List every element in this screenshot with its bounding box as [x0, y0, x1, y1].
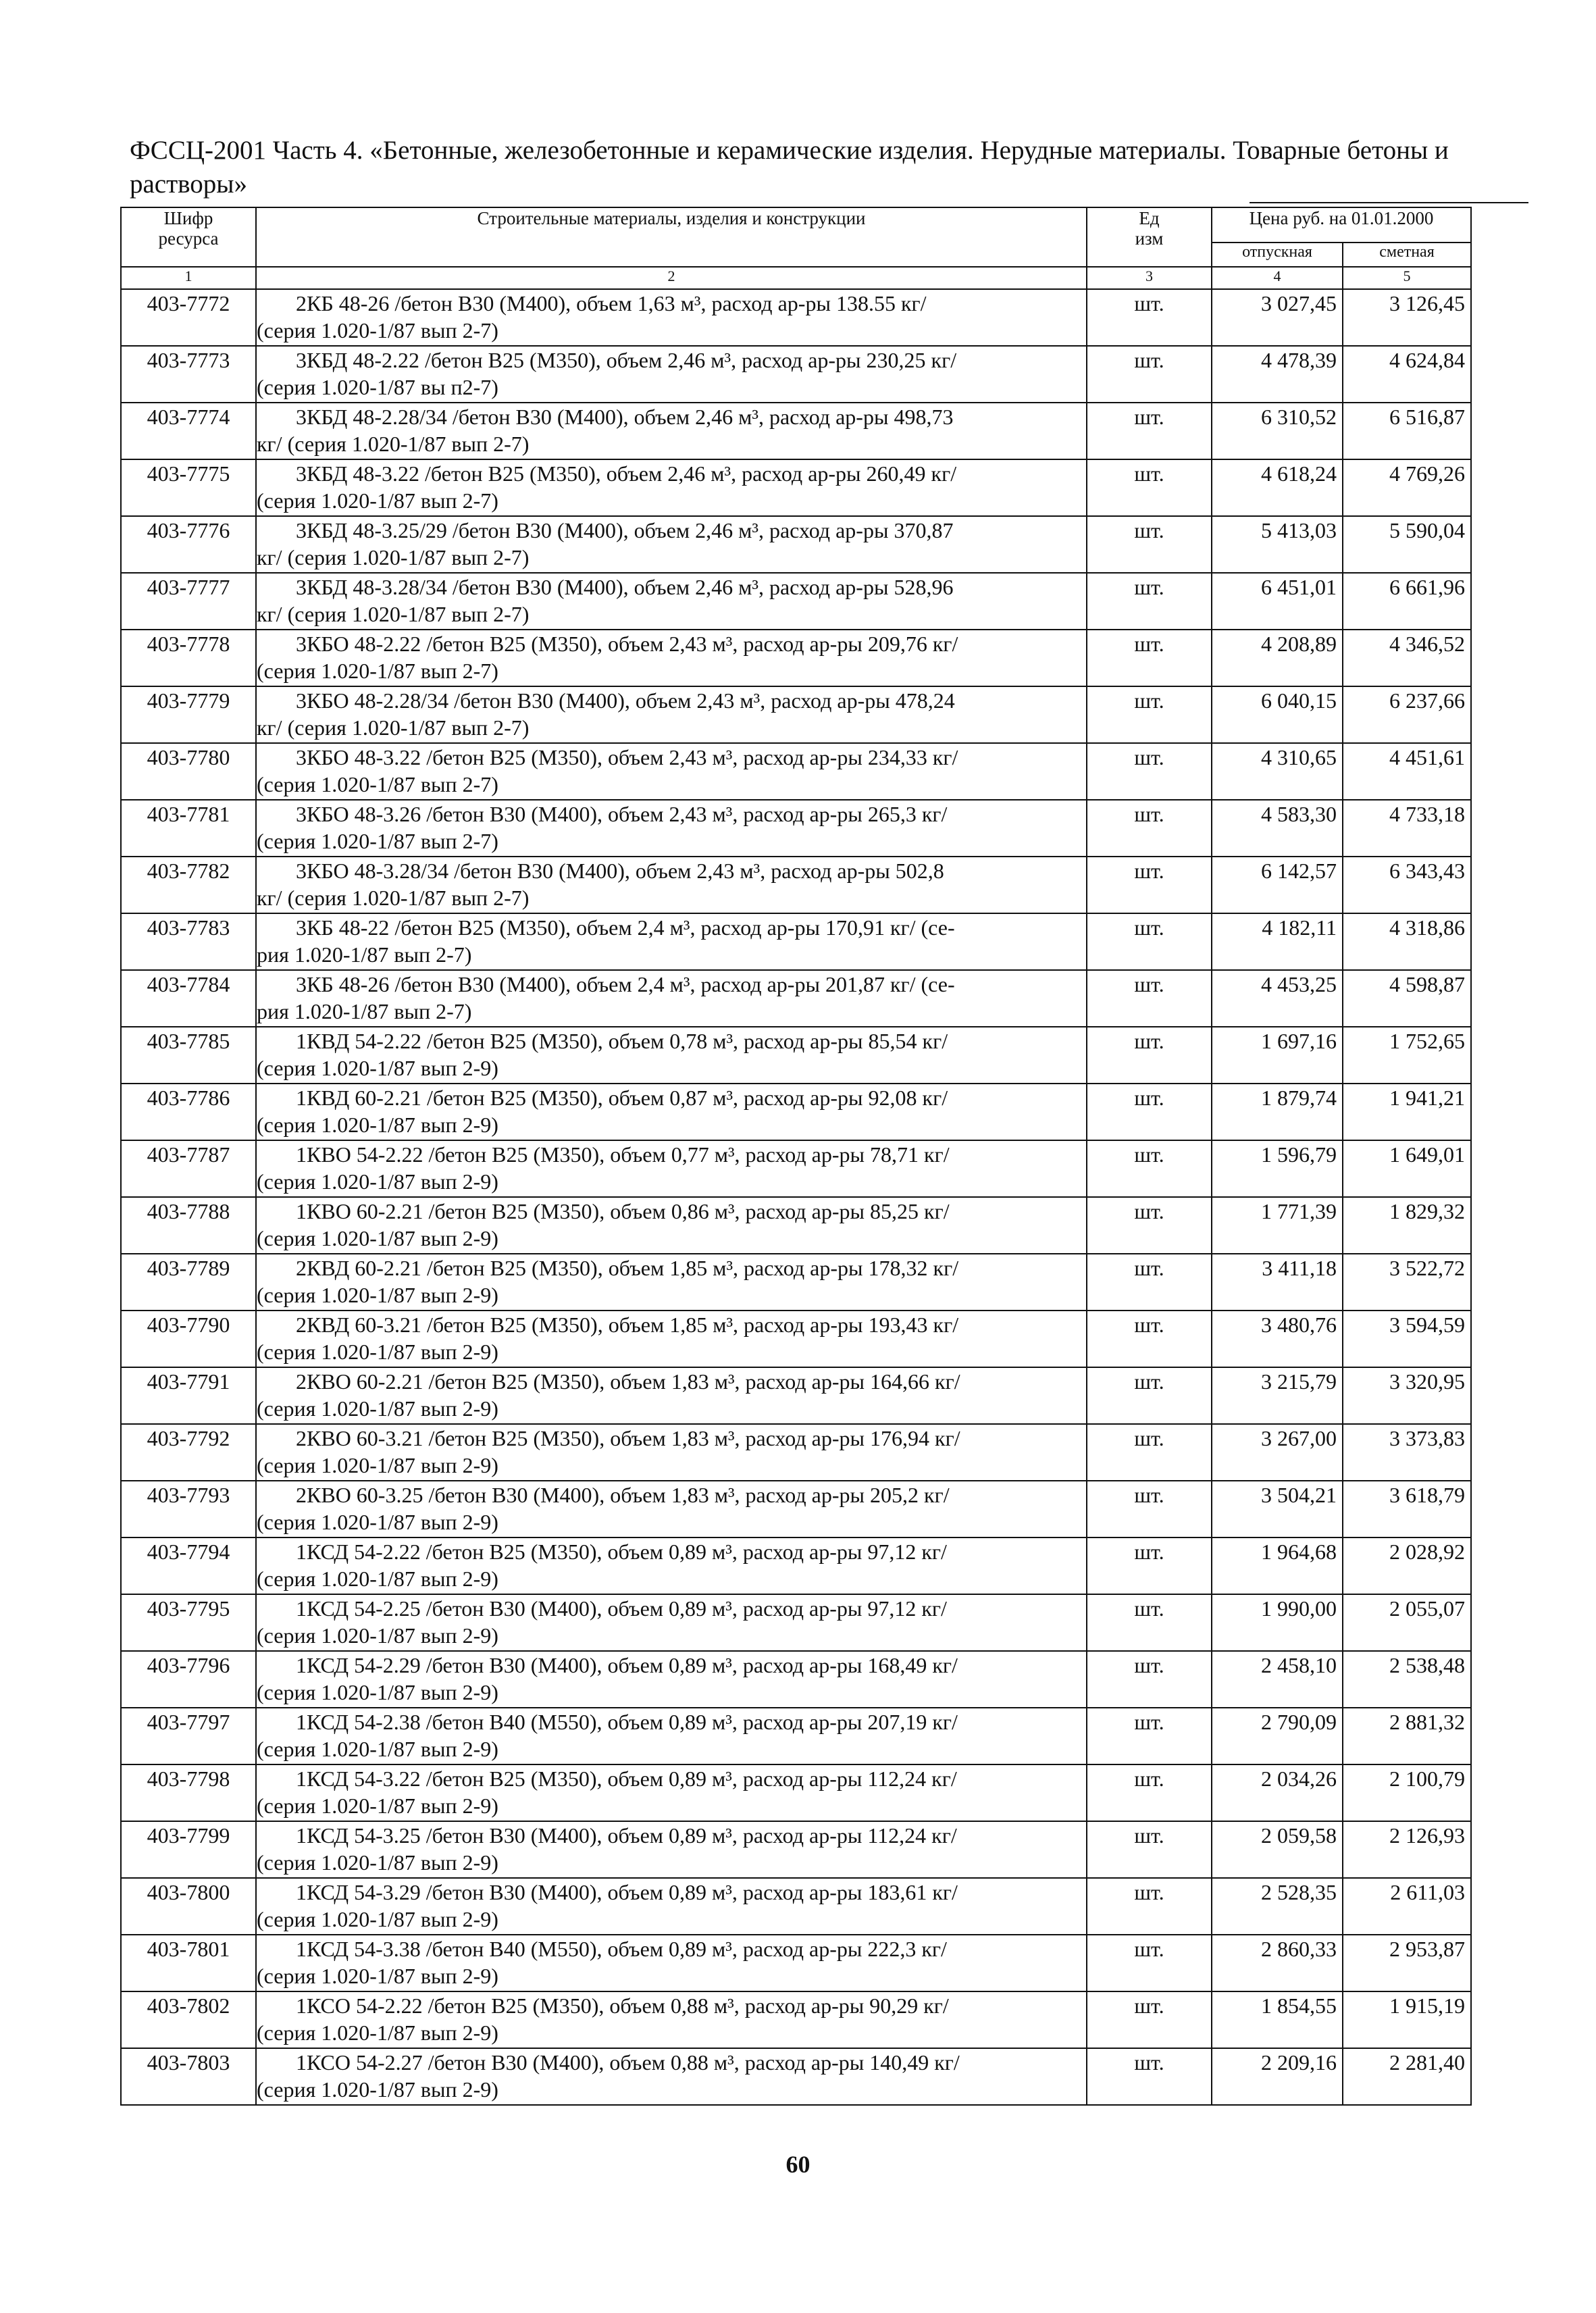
- cell-unit: шт.: [1087, 1084, 1212, 1140]
- cell-name: [256, 1708, 1087, 1764]
- cell-name: [256, 403, 1087, 459]
- cell-price-estimate: 6 343,43: [1343, 857, 1471, 913]
- header-code-line2: ресурса: [158, 228, 219, 249]
- cell-code: 403-7788: [121, 1197, 256, 1254]
- cell-name-line1: 1КСД 54-2.38 /бетон В40 (М550), объем 0,89 м³, расход ар-ры 207,19 кг/: [296, 1710, 958, 1734]
- cell-name: [256, 1027, 1087, 1084]
- cell-unit: шт.: [1087, 743, 1212, 800]
- cell-unit: шт.: [1087, 1197, 1212, 1254]
- cell-name-line2: (серия 1.020-1/87 вып 2-9): [257, 1680, 498, 1704]
- header-price-release: отпускная: [1212, 243, 1343, 267]
- header-name: Строительные материалы, изделия и конструкции: [256, 207, 1087, 267]
- cell-code: 403-7782: [121, 857, 256, 913]
- column-number: 2: [256, 267, 1087, 289]
- cell-unit: шт.: [1087, 970, 1212, 1027]
- table-row: [121, 1254, 1471, 1311]
- cell-name-line1: 3КБД 48-2.28/34 /бетон В30 (М400), объем 2,46 м³, расход ар-ры 498,73: [296, 405, 954, 429]
- cell-price-estimate: 6 516,87: [1343, 403, 1471, 459]
- table-row: [121, 1084, 1471, 1140]
- table-row: [121, 800, 1471, 857]
- cell-price-estimate: 4 733,18: [1343, 800, 1471, 857]
- column-number: 3: [1087, 267, 1212, 289]
- cell-name: [256, 1481, 1087, 1537]
- cell-name-line2: (серия 1.020-1/87 вы п2-7): [257, 375, 498, 399]
- cell-price-estimate: 3 320,95: [1343, 1367, 1471, 1424]
- cell-name: [256, 289, 1087, 346]
- cell-price-estimate: 3 522,72: [1343, 1254, 1471, 1311]
- cell-name-line1: 3КБО 48-2.28/34 /бетон В30 (М400), объем 2,43 м³, расход ар-ры 478,24: [296, 688, 955, 713]
- cell-price-estimate: 5 590,04: [1343, 516, 1471, 573]
- cell-code: 403-7798: [121, 1764, 256, 1821]
- cell-code: 403-7792: [121, 1424, 256, 1481]
- cell-name-line1: 1КСД 54-2.25 /бетон В30 (М400), объем 0,89 м³, расход ар-ры 97,12 кг/: [296, 1596, 947, 1621]
- cell-price-estimate: 4 624,84: [1343, 346, 1471, 403]
- cell-name-line1: 2КВД 60-2.21 /бетон В25 (М350), объем 1,85 м³, расход ар-ры 178,32 кг/: [296, 1256, 959, 1280]
- cell-name: [256, 857, 1087, 913]
- title-rule: [1250, 202, 1528, 203]
- cell-unit: шт.: [1087, 1878, 1212, 1935]
- cell-name-line1: 2КВД 60-3.21 /бетон В25 (М350), объем 1,85 м³, расход ар-ры 193,43 кг/: [296, 1313, 959, 1337]
- cell-price-release: 4 478,39: [1212, 346, 1343, 403]
- cell-name-line2: (серия 1.020-1/87 вып 2-9): [257, 1567, 498, 1591]
- cell-code: 403-7791: [121, 1367, 256, 1424]
- cell-name: [256, 2048, 1087, 2105]
- cell-code: 403-7794: [121, 1537, 256, 1594]
- cell-price-release: 6 451,01: [1212, 573, 1343, 630]
- cell-price-release: 3 267,00: [1212, 1424, 1343, 1481]
- cell-name-line2: рия 1.020-1/87 вып 2-7): [257, 999, 472, 1023]
- table-row: [121, 1424, 1471, 1481]
- table-row: [121, 2048, 1471, 2105]
- page-title: ФССЦ-2001 Часть 4. «Бетонные, железобетонные и керамические изделия. Нерудные материалы. Товарные бетоны и растворы»: [130, 136, 1449, 199]
- cell-price-release: 2 034,26: [1212, 1764, 1343, 1821]
- cell-price-release: 3 480,76: [1212, 1311, 1343, 1367]
- cell-price-estimate: 4 769,26: [1343, 459, 1471, 516]
- cell-code: 403-7777: [121, 573, 256, 630]
- table-row: [121, 516, 1471, 573]
- table-row: [121, 1991, 1471, 2048]
- cell-price-estimate: 3 373,83: [1343, 1424, 1471, 1481]
- column-number-row: [121, 267, 1471, 289]
- cell-name-line2: (серия 1.020-1/87 вып 2-9): [257, 1169, 498, 1194]
- table-row: [121, 289, 1471, 346]
- cell-code: 403-7799: [121, 1821, 256, 1878]
- table-row: [121, 459, 1471, 516]
- cell-price-release: 2 458,10: [1212, 1651, 1343, 1708]
- cell-code: 403-7784: [121, 970, 256, 1027]
- cell-code: 403-7778: [121, 630, 256, 686]
- header-unit-line1: Ед: [1139, 208, 1160, 228]
- cell-price-release: 2 860,33: [1212, 1935, 1343, 1991]
- cell-code: 403-7774: [121, 403, 256, 459]
- cell-name: [256, 1084, 1087, 1140]
- cell-code: 403-7783: [121, 913, 256, 970]
- header-code: [121, 207, 256, 267]
- cell-price-release: 3 504,21: [1212, 1481, 1343, 1537]
- cell-unit: шт.: [1087, 913, 1212, 970]
- cell-name-line2: (серия 1.020-1/87 вып 2-9): [257, 1850, 498, 1875]
- cell-code: 403-7801: [121, 1935, 256, 1991]
- cell-code: 403-7800: [121, 1878, 256, 1935]
- table-row: [121, 1821, 1471, 1878]
- cell-name: [256, 573, 1087, 630]
- cell-unit: шт.: [1087, 1821, 1212, 1878]
- cell-price-release: 5 413,03: [1212, 516, 1343, 573]
- cell-name-line1: 1КСД 54-2.22 /бетон В25 (М350), объем 0,89 м³, расход ар-ры 97,12 кг/: [296, 1540, 947, 1564]
- cell-code: 403-7789: [121, 1254, 256, 1311]
- cell-price-estimate: 4 598,87: [1343, 970, 1471, 1027]
- cell-name-line1: 3КБ 48-22 /бетон В25 (М350), объем 2,4 м³, расход ар-ры 170,91 кг/ (се-: [296, 915, 955, 940]
- cell-name: [256, 1594, 1087, 1651]
- cell-name-line2: кг/ (серия 1.020-1/87 вып 2-7): [257, 602, 530, 626]
- cell-name-line2: (серия 1.020-1/87 вып 2-9): [257, 1964, 498, 1988]
- table-row: [121, 1708, 1471, 1764]
- cell-price-estimate: 2 100,79: [1343, 1764, 1471, 1821]
- cell-unit: шт.: [1087, 459, 1212, 516]
- cell-name-line1: 3КБ 48-26 /бетон В30 (М400), объем 2,4 м³, расход ар-ры 201,87 кг/ (се-: [296, 972, 955, 996]
- cell-name-line2: (серия 1.020-1/87 вып 2-9): [257, 1794, 498, 1818]
- cell-unit: шт.: [1087, 403, 1212, 459]
- cell-name-line1: 1КСО 54-2.27 /бетон В30 (М400), объем 0,88 м³, расход ар-ры 140,49 кг/: [296, 2050, 960, 2075]
- cell-code: 403-7793: [121, 1481, 256, 1537]
- cell-unit: шт.: [1087, 289, 1212, 346]
- cell-name-line2: (серия 1.020-1/87 вып 2-9): [257, 1283, 498, 1307]
- cell-unit: шт.: [1087, 573, 1212, 630]
- cell-name-line2: рия 1.020-1/87 вып 2-7): [257, 942, 472, 967]
- cell-name-line1: 1КВД 60-2.21 /бетон В25 (М350), объем 0,87 м³, расход ар-ры 92,08 кг/: [296, 1086, 948, 1110]
- table-row: [121, 630, 1471, 686]
- cell-name-line2: (серия 1.020-1/87 вып 2-7): [257, 829, 498, 853]
- cell-name-line1: 2КБ 48-26 /бетон В30 (М400), объем 1,63 м³, расход ар-ры 138.55 кг/: [296, 291, 927, 315]
- cell-name-line2: (серия 1.020-1/87 вып 2-9): [257, 1510, 498, 1534]
- cell-name-line2: (серия 1.020-1/87 вып 2-9): [257, 1623, 498, 1648]
- cell-code: 403-7790: [121, 1311, 256, 1367]
- cell-price-estimate: 1 915,19: [1343, 1991, 1471, 2048]
- cell-price-release: 1 697,16: [1212, 1027, 1343, 1084]
- cell-name: [256, 630, 1087, 686]
- cell-unit: шт.: [1087, 346, 1212, 403]
- cell-price-release: 3 027,45: [1212, 289, 1343, 346]
- cell-unit: шт.: [1087, 1481, 1212, 1537]
- cell-name-line2: (серия 1.020-1/87 вып 2-7): [257, 488, 498, 513]
- cell-price-estimate: 4 451,61: [1343, 743, 1471, 800]
- cell-price-estimate: 1 649,01: [1343, 1140, 1471, 1197]
- cell-name: [256, 516, 1087, 573]
- cell-unit: шт.: [1087, 1424, 1212, 1481]
- cell-name-line1: 1КСД 54-2.29 /бетон В30 (М400), объем 0,89 м³, расход ар-ры 168,49 кг/: [296, 1653, 958, 1677]
- table-header-row: [121, 207, 1471, 243]
- table-row: [121, 573, 1471, 630]
- table-row: [121, 1197, 1471, 1254]
- cell-name-line2: (серия 1.020-1/87 вып 2-9): [257, 1907, 498, 1931]
- table-row: [121, 1140, 1471, 1197]
- table-row: [121, 857, 1471, 913]
- cell-name: [256, 1424, 1087, 1481]
- cell-name-line2: (серия 1.020-1/87 вып 2-9): [257, 1453, 498, 1477]
- cell-name: [256, 1140, 1087, 1197]
- cell-name: [256, 1764, 1087, 1821]
- cell-unit: шт.: [1087, 1140, 1212, 1197]
- cell-name-line1: 3КБО 48-3.26 /бетон В30 (М400), объем 2,43 м³, расход ар-ры 265,3 кг/: [296, 802, 948, 826]
- cell-price-release: 3 215,79: [1212, 1367, 1343, 1424]
- cell-price-release: 1 964,68: [1212, 1537, 1343, 1594]
- cell-name: [256, 686, 1087, 743]
- cell-name-line2: (серия 1.020-1/87 вып 2-9): [257, 1226, 498, 1250]
- cell-name-line2: кг/ (серия 1.020-1/87 вып 2-7): [257, 545, 530, 569]
- cell-price-release: 1 596,79: [1212, 1140, 1343, 1197]
- cell-code: 403-7803: [121, 2048, 256, 2105]
- cell-unit: шт.: [1087, 1991, 1212, 2048]
- cell-unit: шт.: [1087, 1935, 1212, 1991]
- cell-name-line1: 3КБО 48-2.22 /бетон В25 (М350), объем 2,43 м³, расход ар-ры 209,76 кг/: [296, 632, 958, 656]
- cell-name-line2: (серия 1.020-1/87 вып 2-9): [257, 2020, 498, 2045]
- cell-price-release: 4 453,25: [1212, 970, 1343, 1027]
- cell-name-line2: кг/ (серия 1.020-1/87 вып 2-7): [257, 886, 530, 910]
- cell-unit: шт.: [1087, 1651, 1212, 1708]
- table-row: [121, 403, 1471, 459]
- cell-name-line1: 3КБД 48-2.22 /бетон В25 (М350), объем 2,46 м³, расход ар-ры 230,25 кг/: [296, 348, 957, 372]
- table-row: [121, 1594, 1471, 1651]
- cell-code: 403-7775: [121, 459, 256, 516]
- cell-name-line1: 3КБД 48-3.28/34 /бетон В30 (М400), объем 2,46 м³, расход ар-ры 528,96: [296, 575, 954, 599]
- cell-name-line2: (серия 1.020-1/87 вып 2-9): [257, 1340, 498, 1364]
- cell-unit: шт.: [1087, 1764, 1212, 1821]
- cell-name: [256, 1311, 1087, 1367]
- table-row: [121, 1481, 1471, 1537]
- header-price-group: Цена руб. на 01.01.2000: [1212, 207, 1471, 243]
- cell-price-estimate: 3 594,59: [1343, 1311, 1471, 1367]
- column-number: 5: [1343, 267, 1471, 289]
- table-row: [121, 1651, 1471, 1708]
- page-number: 60: [786, 2151, 810, 2178]
- cell-price-estimate: 2 953,87: [1343, 1935, 1471, 1991]
- cell-unit: шт.: [1087, 2048, 1212, 2105]
- cell-price-estimate: 3 618,79: [1343, 1481, 1471, 1537]
- table-row: [121, 1027, 1471, 1084]
- table-row: [121, 1537, 1471, 1594]
- table-row: [121, 1367, 1471, 1424]
- header-unit-line2: изм: [1135, 228, 1164, 249]
- header-unit: [1087, 207, 1212, 267]
- cell-price-release: 4 583,30: [1212, 800, 1343, 857]
- table-row: [121, 1764, 1471, 1821]
- cell-name-line2: (серия 1.020-1/87 вып 2-9): [257, 1056, 498, 1080]
- cell-price-estimate: 2 538,48: [1343, 1651, 1471, 1708]
- cell-price-release: 4 310,65: [1212, 743, 1343, 800]
- cell-name-line2: (серия 1.020-1/87 вып 2-9): [257, 1113, 498, 1137]
- cell-code: 403-7795: [121, 1594, 256, 1651]
- table-row: [121, 913, 1471, 970]
- cell-code: 403-7776: [121, 516, 256, 573]
- cell-code: 403-7796: [121, 1651, 256, 1708]
- cell-unit: шт.: [1087, 1537, 1212, 1594]
- cell-name-line1: 1КВД 54-2.22 /бетон В25 (М350), объем 0,78 м³, расход ар-ры 85,54 кг/: [296, 1029, 948, 1053]
- cell-name: [256, 800, 1087, 857]
- cell-unit: шт.: [1087, 1254, 1212, 1311]
- cell-price-release: 6 310,52: [1212, 403, 1343, 459]
- column-number: 4: [1212, 267, 1343, 289]
- cell-unit: шт.: [1087, 1367, 1212, 1424]
- cell-name-line1: 1КСД 54-3.38 /бетон В40 (М550), объем 0,89 м³, расход ар-ры 222,3 кг/: [296, 1937, 947, 1961]
- cell-price-release: 2 790,09: [1212, 1708, 1343, 1764]
- cell-unit: шт.: [1087, 1594, 1212, 1651]
- column-number: 1: [121, 267, 256, 289]
- cell-price-release: 3 411,18: [1212, 1254, 1343, 1311]
- cell-price-release: 4 182,11: [1212, 913, 1343, 970]
- table-row: [121, 1311, 1471, 1367]
- cell-price-estimate: 3 126,45: [1343, 289, 1471, 346]
- cell-price-release: 4 618,24: [1212, 459, 1343, 516]
- cell-code: 403-7772: [121, 289, 256, 346]
- cell-name-line1: 1КСД 54-3.29 /бетон В30 (М400), объем 0,89 м³, расход ар-ры 183,61 кг/: [296, 1880, 958, 1904]
- cell-name-line1: 1КСД 54-3.22 /бетон В25 (М350), объем 0,89 м³, расход ар-ры 112,24 кг/: [296, 1766, 957, 1791]
- cell-code: 403-7787: [121, 1140, 256, 1197]
- cell-code: 403-7802: [121, 1991, 256, 2048]
- cell-name-line1: 1КСД 54-3.25 /бетон В30 (М400), объем 0,89 м³, расход ар-ры 112,24 кг/: [296, 1823, 957, 1848]
- cell-price-estimate: 2 028,92: [1343, 1537, 1471, 1594]
- cell-name: [256, 970, 1087, 1027]
- cell-unit: шт.: [1087, 686, 1212, 743]
- cell-price-estimate: 2 281,40: [1343, 2048, 1471, 2105]
- cell-price-estimate: 2 126,93: [1343, 1821, 1471, 1878]
- cell-name-line2: кг/ (серия 1.020-1/87 вып 2-7): [257, 432, 530, 456]
- cell-price-estimate: 2 611,03: [1343, 1878, 1471, 1935]
- cell-name: [256, 1197, 1087, 1254]
- cell-unit: шт.: [1087, 1708, 1212, 1764]
- cell-name: [256, 459, 1087, 516]
- cell-code: 403-7779: [121, 686, 256, 743]
- cell-unit: шт.: [1087, 857, 1212, 913]
- table-row: [121, 686, 1471, 743]
- cell-unit: шт.: [1087, 516, 1212, 573]
- cell-name: [256, 346, 1087, 403]
- cell-name-line1: 3КБО 48-3.22 /бетон В25 (М350), объем 2,43 м³, расход ар-ры 234,33 кг/: [296, 745, 958, 769]
- cell-price-estimate: 1 829,32: [1343, 1197, 1471, 1254]
- cell-price-estimate: 6 661,96: [1343, 573, 1471, 630]
- cell-name: [256, 1935, 1087, 1991]
- cell-price-release: 2 059,58: [1212, 1821, 1343, 1878]
- table-row: [121, 1878, 1471, 1935]
- cell-price-estimate: 6 237,66: [1343, 686, 1471, 743]
- cell-unit: шт.: [1087, 800, 1212, 857]
- cell-name-line2: (серия 1.020-1/87 вып 2-7): [257, 659, 498, 683]
- cell-price-release: 1 990,00: [1212, 1594, 1343, 1651]
- cell-code: 403-7797: [121, 1708, 256, 1764]
- table-row: [121, 346, 1471, 403]
- cell-name: [256, 913, 1087, 970]
- cell-price-release: 1 771,39: [1212, 1197, 1343, 1254]
- cell-name: [256, 1367, 1087, 1424]
- cell-name: [256, 1651, 1087, 1708]
- cell-price-release: 4 208,89: [1212, 630, 1343, 686]
- cell-price-estimate: 1 941,21: [1343, 1084, 1471, 1140]
- cell-name: [256, 1821, 1087, 1878]
- cell-name: [256, 1878, 1087, 1935]
- cell-price-estimate: 4 346,52: [1343, 630, 1471, 686]
- cell-name-line1: 1КВО 54-2.22 /бетон В25 (М350), объем 0,77 м³, расход ар-ры 78,71 кг/: [296, 1142, 950, 1167]
- cell-name-line2: (серия 1.020-1/87 вып 2-9): [257, 1396, 498, 1421]
- cell-code: 403-7785: [121, 1027, 256, 1084]
- cell-name-line1: 2КВО 60-2.21 /бетон В25 (М350), объем 1,83 м³, расход ар-ры 164,66 кг/: [296, 1369, 960, 1394]
- cell-name-line1: 1КВО 60-2.21 /бетон В25 (М350), объем 0,86 м³, расход ар-ры 85,25 кг/: [296, 1199, 950, 1223]
- table-row: [121, 1935, 1471, 1991]
- cell-code: 403-7773: [121, 346, 256, 403]
- cell-name-line1: 3КБД 48-3.25/29 /бетон В30 (М400), объем 2,46 м³, расход ар-ры 370,87: [296, 518, 954, 542]
- cell-code: 403-7786: [121, 1084, 256, 1140]
- cell-price-estimate: 4 318,86: [1343, 913, 1471, 970]
- cell-name-line2: (серия 1.020-1/87 вып 2-7): [257, 318, 498, 342]
- cell-name-line2: (серия 1.020-1/87 вып 2-9): [257, 2077, 498, 2102]
- cell-price-release: 1 854,55: [1212, 1991, 1343, 2048]
- cell-name: [256, 1254, 1087, 1311]
- cell-unit: шт.: [1087, 1027, 1212, 1084]
- price-table: [120, 207, 1472, 2106]
- table-row: [121, 743, 1471, 800]
- cell-price-release: 1 879,74: [1212, 1084, 1343, 1140]
- cell-unit: шт.: [1087, 630, 1212, 686]
- cell-name-line1: 1КСО 54-2.22 /бетон В25 (М350), объем 0,88 м³, расход ар-ры 90,29 кг/: [296, 1993, 949, 2018]
- cell-name-line1: 2КВО 60-3.25 /бетон В30 (М400), объем 1,83 м³, расход ар-ры 205,2 кг/: [296, 1483, 950, 1507]
- cell-name: [256, 1537, 1087, 1594]
- cell-price-estimate: 2 881,32: [1343, 1708, 1471, 1764]
- cell-name-line1: 3КБД 48-3.22 /бетон В25 (М350), объем 2,46 м³, расход ар-ры 260,49 кг/: [296, 461, 957, 486]
- cell-unit: шт.: [1087, 1311, 1212, 1367]
- cell-price-release: 2 209,16: [1212, 2048, 1343, 2105]
- cell-code: 403-7781: [121, 800, 256, 857]
- header-price-estimate: сметная: [1343, 243, 1471, 267]
- cell-name-line2: (серия 1.020-1/87 вып 2-7): [257, 772, 498, 796]
- cell-code: 403-7780: [121, 743, 256, 800]
- cell-price-release: 2 528,35: [1212, 1878, 1343, 1935]
- cell-price-release: 6 040,15: [1212, 686, 1343, 743]
- cell-name-line1: 3КБО 48-3.28/34 /бетон В30 (М400), объем 2,43 м³, расход ар-ры 502,8: [296, 859, 944, 883]
- table-row: [121, 970, 1471, 1027]
- cell-name: [256, 1991, 1087, 2048]
- header-code-line1: Шифр: [163, 208, 213, 228]
- cell-name-line2: кг/ (серия 1.020-1/87 вып 2-7): [257, 715, 530, 740]
- cell-name-line2: (серия 1.020-1/87 вып 2-9): [257, 1737, 498, 1761]
- cell-name: [256, 743, 1087, 800]
- cell-price-release: 6 142,57: [1212, 857, 1343, 913]
- cell-price-estimate: 1 752,65: [1343, 1027, 1471, 1084]
- cell-name-line1: 2КВО 60-3.21 /бетон В25 (М350), объем 1,83 м³, расход ар-ры 176,94 кг/: [296, 1426, 960, 1450]
- cell-price-estimate: 2 055,07: [1343, 1594, 1471, 1651]
